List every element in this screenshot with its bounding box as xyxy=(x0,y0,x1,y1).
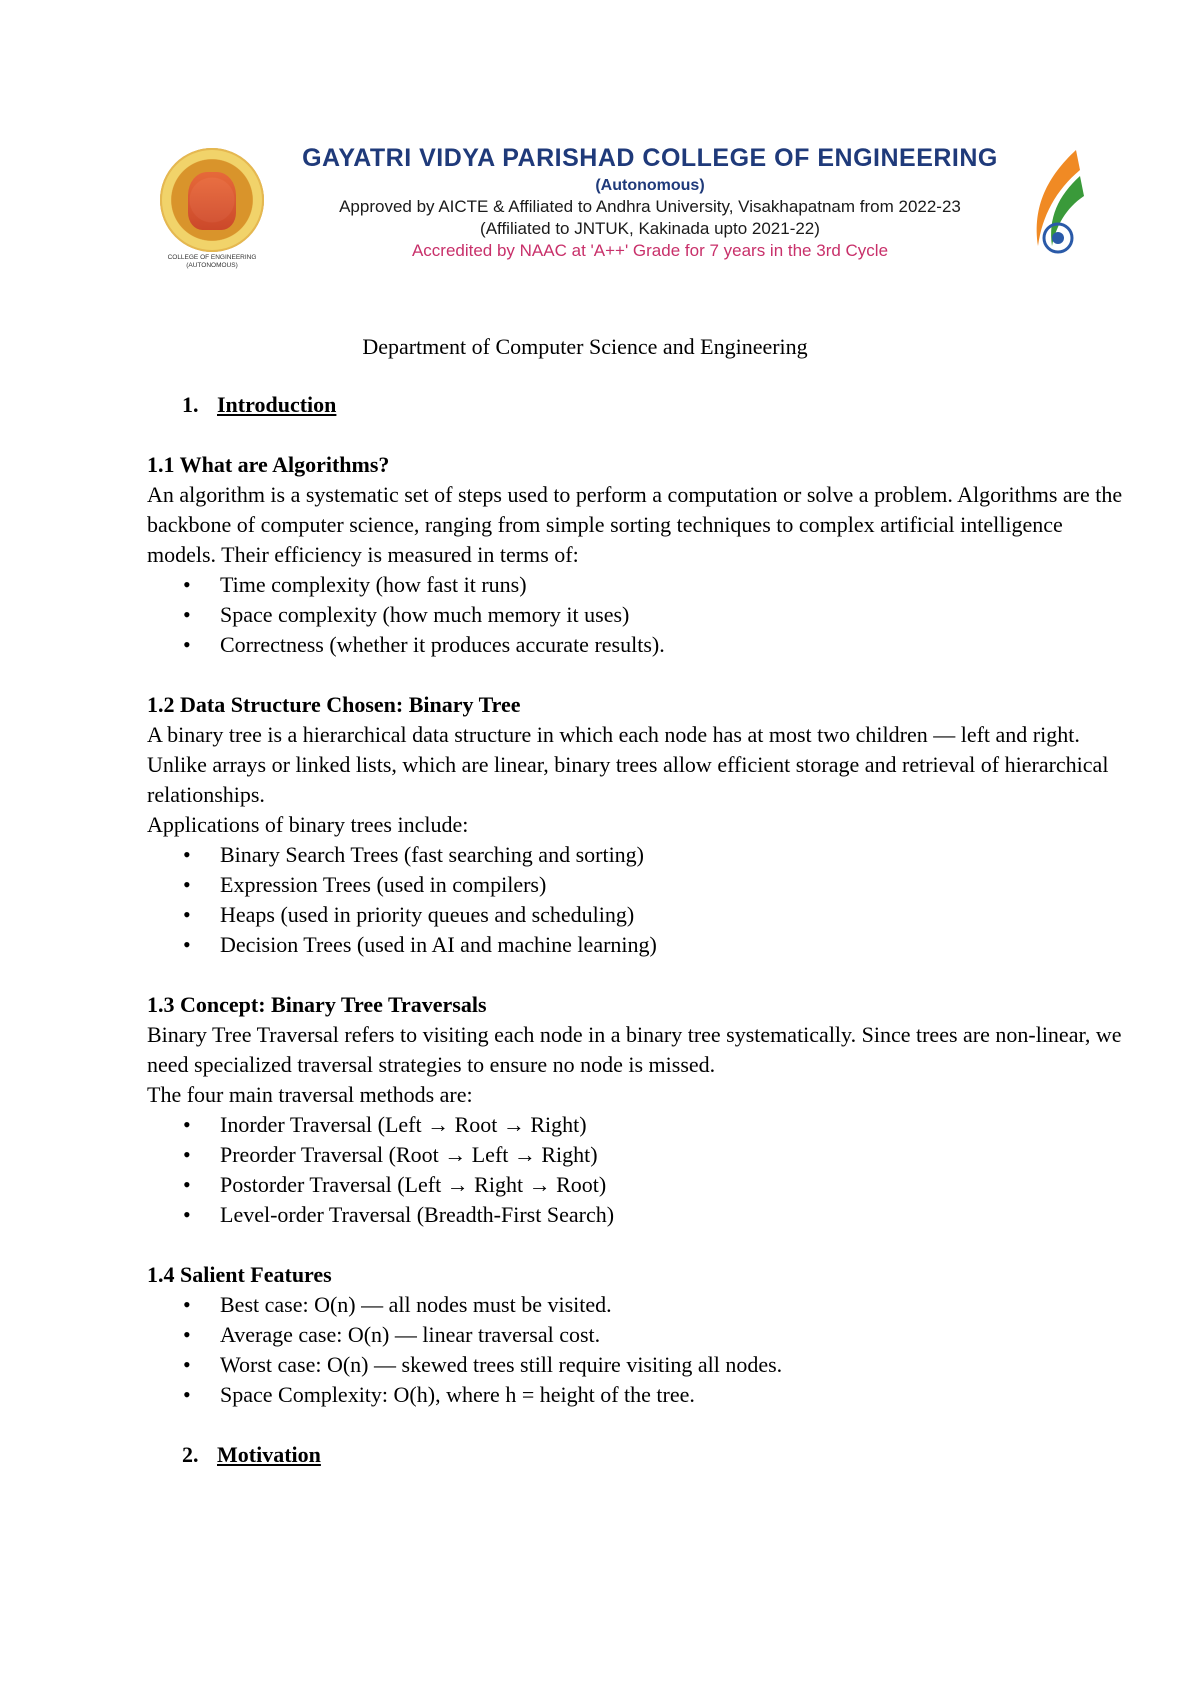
bullet-list xyxy=(147,840,1137,960)
affiliation-line: (Affiliated to JNTUK, Kakinada upto 2021-22) xyxy=(480,219,820,238)
list-item: • Correctness (whether it produces accurate results). xyxy=(147,630,1137,660)
bullet-list xyxy=(147,1110,1137,1230)
list-item: • Decision Trees (used in AI and machine learning) xyxy=(147,930,1137,960)
list-item: • Preorder Traversal (Root → Left → Right) xyxy=(147,1140,1137,1170)
list-item: • Postorder Traversal (Left → Right → Root) xyxy=(147,1170,1137,1200)
bullet-list xyxy=(147,570,1137,660)
list-item: • Time complexity (how fast it runs) xyxy=(147,570,1137,600)
document-body xyxy=(147,390,1137,1470)
section-heading-2: 2. Motivation xyxy=(182,1442,321,1467)
list-item: • Inorder Traversal (Left → Root → Right) xyxy=(147,1110,1137,1140)
accreditation-line: Accredited by NAAC at 'A++' Grade for 7 years in the 3rd Cycle xyxy=(411,241,889,260)
subsection-heading-1-3: 1.3 Concept: Binary Tree Traversals xyxy=(147,992,487,1017)
paragraph: A binary tree is a hierarchical data structure in which each node has at most two children — left and right. Unlike arrays or linked lists, which are linear, binary trees allow efficient storage and retrieval of hierarchical relationships. xyxy=(147,722,1109,807)
list-item: • Space complexity (how much memory it uses) xyxy=(147,600,1137,630)
list-item: • Worst case: O(n) — skewed trees still require visiting all nodes. xyxy=(147,1350,1137,1380)
department-title: Department of Computer Science and Engineering xyxy=(362,334,808,359)
subsection-heading-1-1: 1.1 What are Algorithms? xyxy=(147,452,390,477)
emblem-logo xyxy=(1018,146,1090,264)
list-item: • Average case: O(n) — linear traversal cost. xyxy=(147,1320,1137,1350)
approval-line: Approved by AICTE & Affiliated to Andhra University, Visakhapatnam from 2022-23 xyxy=(339,197,961,216)
subsection-heading-1-4: 1.4 Salient Features xyxy=(147,1262,332,1287)
paragraph: The four main traversal methods are: xyxy=(147,1082,473,1107)
subsection-heading-1-2: 1.2 Data Structure Chosen: Binary Tree xyxy=(147,692,521,717)
college-seal-logo xyxy=(160,148,264,252)
section-heading-1: 1. Introduction xyxy=(182,392,337,417)
college-letterhead xyxy=(160,140,1090,280)
list-item: • Expression Trees (used in compilers) xyxy=(147,870,1137,900)
paragraph: An algorithm is a systematic set of steps used to perform a computation or solve a problem. Algorithms are the backbone of computer science, ranging from simple sorting techniques to complex artificial intelligence models. Their efficiency is measured in terms of: xyxy=(147,482,1123,567)
paragraph: Applications of binary trees include: xyxy=(147,812,469,837)
list-item: • Heaps (used in priority queues and scheduling) xyxy=(147,900,1137,930)
list-item: • Space Complexity: O(h), where h = height of the tree. xyxy=(147,1380,1137,1410)
letterhead-text xyxy=(260,140,1040,261)
list-item: • Best case: O(n) — all nodes must be visited. xyxy=(147,1290,1137,1320)
autonomous-label: (Autonomous) xyxy=(595,177,705,194)
seal-caption: COLLEGE OF ENGINEERING (AUTONOMOUS) xyxy=(167,254,257,269)
paragraph: Binary Tree Traversal refers to visiting each node in a binary tree systematically. Since trees are non-linear, we need specialized traversal strategies to ensure no node is missed. xyxy=(147,1022,1122,1077)
list-item: • Binary Search Trees (fast searching and sorting) xyxy=(147,840,1137,870)
bullet-list xyxy=(147,1290,1137,1410)
college-name: GAYATRI VIDYA PARISHAD COLLEGE OF ENGINEERING xyxy=(302,144,998,172)
list-item: • Level-order Traversal (Breadth-First Search) xyxy=(147,1200,1137,1230)
